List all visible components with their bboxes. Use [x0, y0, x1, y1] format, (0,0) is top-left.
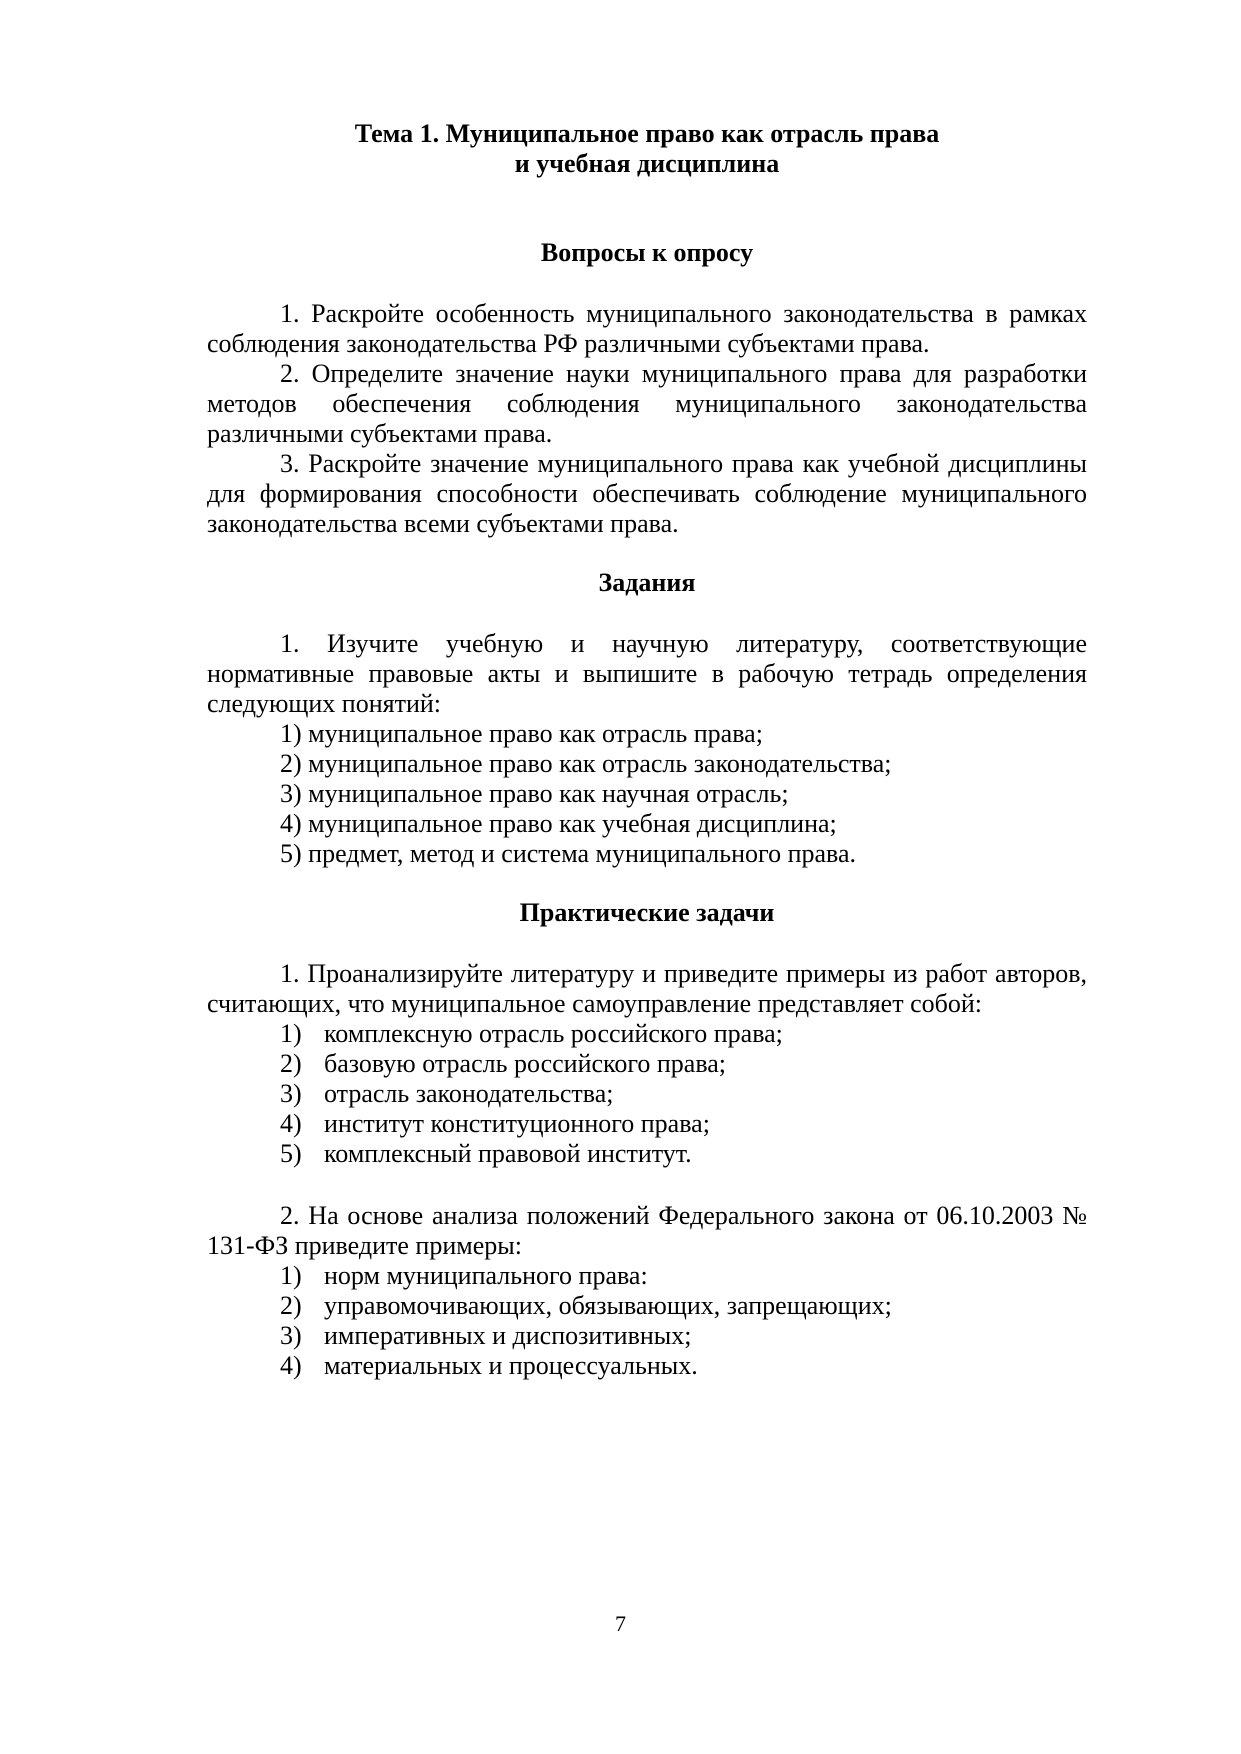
page-number: 7 [615, 1611, 626, 1636]
practical-task-1-intro: 1. Проанализируйте литературу и приведите примеры из работ авторов, считающих, что муниципальное самоуправление представляет собой: [207, 959, 1087, 1018]
list-item: 5) комплексный правовой институт. [280, 1139, 692, 1168]
document-page [207, 119, 1087, 1381]
survey-heading: Вопросы к опросу [540, 238, 754, 267]
list-item: 3) императивных и диспозитивных; [280, 1321, 692, 1350]
practical-heading: Практические задачи [519, 898, 775, 927]
list-item: 3) отрасль законодательства; [280, 1079, 614, 1108]
page-title [207, 119, 1087, 179]
list-item: 2) базовую отрасль российского права; [280, 1049, 727, 1078]
list-item: 1) комплексную отрасль российского права; [280, 1019, 783, 1048]
tasks-item-1: 1) муниципальное право как отрасль права; [280, 719, 763, 748]
tasks-item-2: 2) муниципальное право как отрасль законодательства; [280, 749, 892, 778]
survey-question-1: 1. Раскройте особенность муниципального законодательства в рамках соблюдения законодательства РФ различными субъектами права. [207, 299, 1087, 358]
tasks-item-5: 5) предмет, метод и система муниципального права. [280, 839, 856, 868]
tasks-heading: Задания [598, 568, 696, 597]
list-item: 1) норм муниципального права: [280, 1261, 648, 1290]
survey-question-3: 3. Раскройте значение муниципального права как учебной дисциплины для формирования способности обеспечивать соблюдение муниципального законодательства всеми субъектами права. [207, 449, 1087, 538]
list-item: 2) управомочивающих, обязывающих, запрещающих; [280, 1291, 892, 1320]
title-line-2: и учебная дисциплина [514, 149, 780, 178]
survey-question-2: 2. Определите значение науки муниципального права для разработки методов обеспечения соблюдения муниципального законодательства различными субъектами права. [207, 359, 1087, 448]
tasks-item-3: 3) муниципальное право как научная отрасль; [280, 779, 789, 808]
practical-task-2-intro: 2. На основе анализа положений Федерального закона от 06.10.2003 № 131-ФЗ приведите примеры: [207, 1201, 1087, 1260]
tasks-item-4: 4) муниципальное право как учебная дисциплина; [280, 809, 837, 838]
title-line-1: Тема 1. Муниципальное право как отрасль права [354, 119, 940, 148]
list-item: 4) институт конституционного права; [280, 1109, 710, 1138]
tasks-intro: 1. Изучите учебную и научную литературу, соответствующие нормативные правовые акты и выпишите в рабочую тетрадь определения следующих понятий: [207, 629, 1087, 718]
list-item: 4) материальных и процессуальных. [280, 1351, 698, 1380]
